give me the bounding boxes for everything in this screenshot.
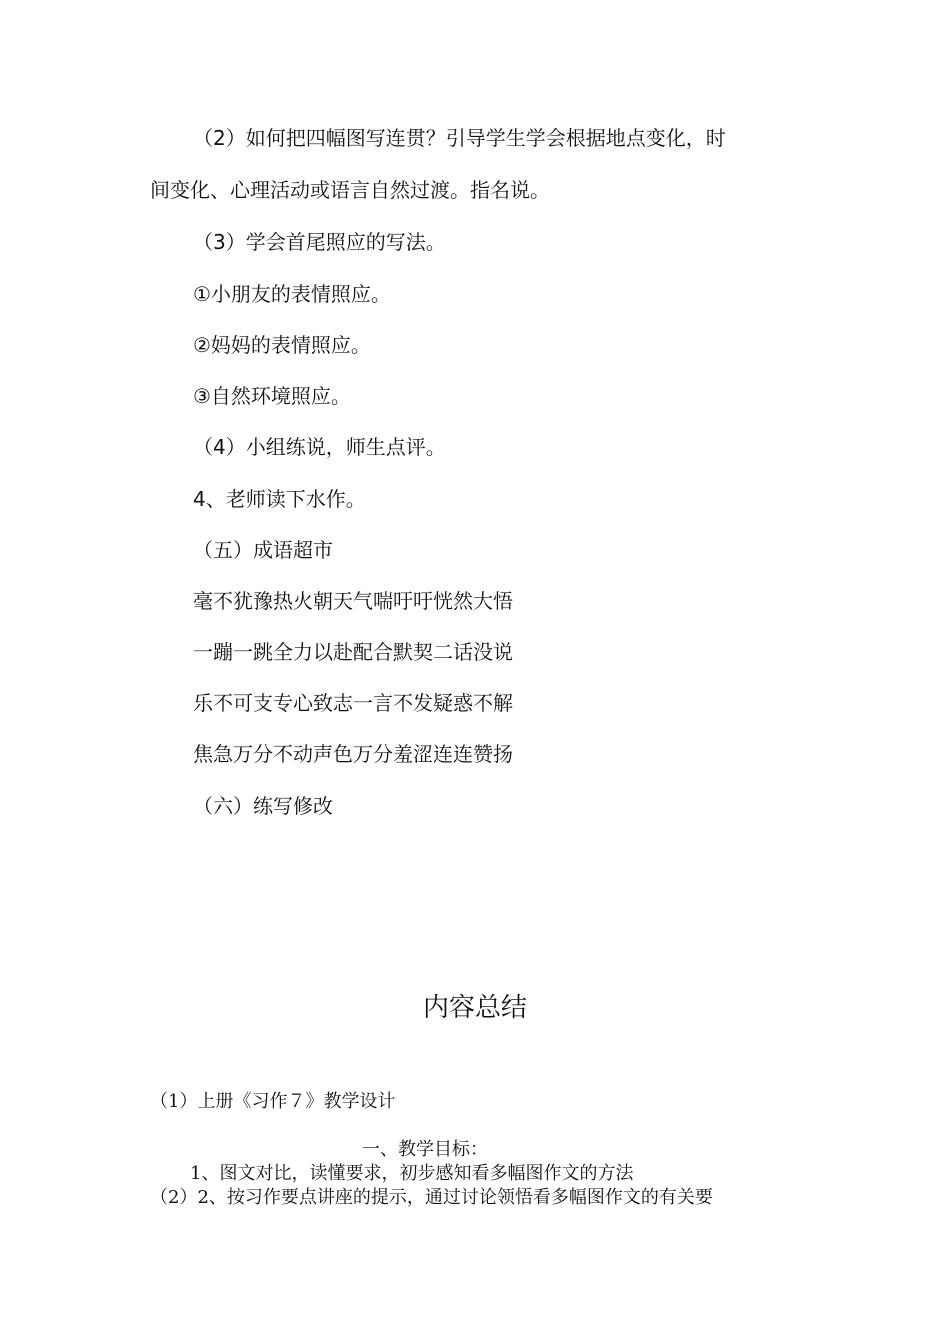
summary-line: （1）上册《习作７》教学设计 [150, 1091, 396, 1112]
idiom-row: 毫不犹豫热火朝天气喘吁吁恍然大悟 [193, 589, 513, 613]
paragraph-echo-method: （3）学会首尾照应的写法。 [193, 230, 446, 254]
paragraph-connect-pictures-cont: 间变化、心理活动或语言自然过渡。指名说。 [150, 178, 550, 202]
list-item-mother-expression: ②妈妈的表情照应。 [193, 333, 371, 357]
summary-line: （2）2、按习作要点讲座的提示，通过讨论领悟看多幅图作文的有关要 [150, 1187, 713, 1208]
paragraph-teacher-reads: 4、老师读下水作。 [193, 487, 366, 511]
idiom-row: 乐不可支专心致志一言不发疑惑不解 [193, 691, 513, 715]
idiom-row: 一蹦一跳全力以赴配合默契二话没说 [193, 640, 513, 664]
list-item-environment: ③自然环境照应。 [193, 384, 351, 408]
idiom-row: 焦急万分不动声色万分羞涩连连赞扬 [193, 742, 513, 766]
section-idiom-supermarket: （五）成语超市 [193, 538, 333, 562]
paragraph-group-practice: （4）小组练说，师生点评。 [193, 435, 446, 459]
summary-line: 一、教学目标： [362, 1139, 488, 1160]
summary-line: 1、图文对比，读懂要求，初步感知看多幅图作文的方法 [190, 1163, 634, 1184]
section-practice-revise: （六）练写修改 [193, 794, 333, 818]
summary-title: 内容总结 [422, 993, 527, 1023]
paragraph-connect-pictures: （2）如何把四幅图写连贯？引导学生学会根据地点变化，时 [193, 126, 726, 150]
list-item-child-expression: ①小朋友的表情照应。 [193, 282, 391, 306]
